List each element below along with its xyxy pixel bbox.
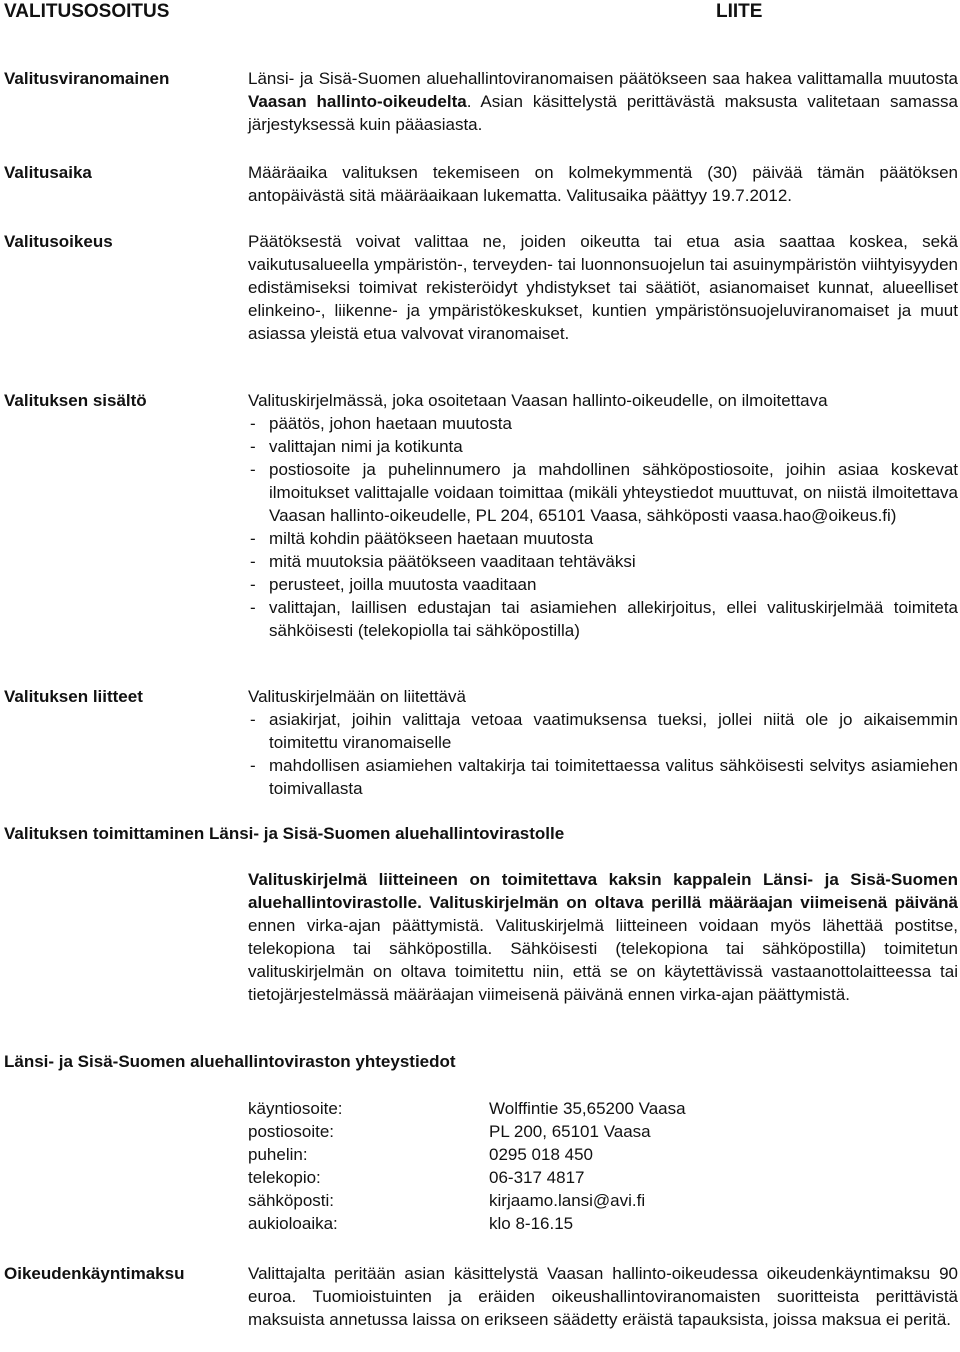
contact-value: 0295 018 450 [489, 1145, 593, 1164]
contact-email: kirjaamo.lansi@avi.fi [489, 1191, 646, 1210]
contact-value: 06-317 4817 [489, 1168, 585, 1187]
text-toimittaminen [248, 868, 958, 1006]
text-valitusaika: Määräaika valituksen tekemiseen on kolmekymmentä (30) päivää tämän päätöksen antopäivästä sitä määräaikaan lukematta. Valitusaika päättyy 19.7.2012. [248, 163, 958, 205]
list-item: - valittajan nimi ja kotikunta [248, 435, 958, 458]
contact-key: sähköposti: [248, 1191, 334, 1210]
valitusviranomainen-post: . Asian käsittelystä perittävästä maksusta valitetaan samassa järjestyksessä kuin pääasiasta. [248, 92, 958, 134]
valitusviranomainen-court: Vaasan hallinto-oikeudelta [248, 92, 467, 111]
label-valituksen-sisalto: Valituksen sisältö [4, 391, 147, 410]
sisalto-list [248, 412, 958, 642]
label-valitusviranomainen: Valitusviranomainen [4, 69, 170, 88]
contact-row [248, 1166, 686, 1189]
list-item: - mahdollisen asiamiehen valtakirja tai toimitettaessa valitus sähköisesti selvitys asiamiehen toimivallasta [248, 754, 958, 800]
valitusviranomainen-pre: Länsi- ja Sisä-Suomen aluehallintoviranomaisen päätökseen saa hakea valittamalla muutosta [248, 69, 958, 88]
contact-value: Wolffintie 35,65200 Vaasa [489, 1099, 686, 1118]
list-item: - miltä kohdin päätökseen haetaan muutosta [248, 527, 958, 550]
section-title-yhteystiedot: Länsi- ja Sisä-Suomen aluehallintoviraston yhteystiedot [4, 1052, 456, 1071]
contact-row [248, 1120, 686, 1143]
contact-key: puhelin: [248, 1145, 308, 1164]
contact-key: telekopio: [248, 1168, 321, 1187]
contact-row [248, 1143, 686, 1166]
contact-row [248, 1212, 686, 1235]
text-valitusviranomainen [248, 67, 958, 136]
toimittaminen-bold: Valituskirjelmä liitteineen on toimitettava kaksin kappalein Länsi- ja Sisä-Suomen aluehallintovirastolle. Valituskirjelmän on oltava perillä määräajan viimeisenä päivänä [248, 870, 958, 912]
contact-row [248, 1189, 686, 1212]
list-item: - valittajan, laillisen edustajan tai asiamiehen allekirjoitus, ellei valituskirjelmää toimiteta sähköisesti (telekopiolla tai sähköpostilla) [248, 596, 958, 642]
list-item: - perusteet, joilla muutosta vaaditaan [248, 573, 958, 596]
contact-key: postiosoite: [248, 1122, 334, 1141]
attachment-label: LIITE [716, 1, 763, 22]
section-title-toimittaminen: Valituksen toimittaminen Länsi- ja Sisä-Suomen aluehallintovirastolle [4, 824, 565, 843]
toimittaminen-rest: ennen virka-ajan päättymistä. Valituskirjelmä liitteineen voidaan myös lähettää postitse, telekopiona tai sähköpostilla. Sähköisesti (telekopiona tai sähköpostilla) toimitetun valituskirjelmän on oltava toimitettu niin, että se on käytettävissä vastaanottolaitteessa tai tietojärjestelmässä määräajan viimeisenä päivänä ennen virka-ajan päättymistä. [248, 916, 958, 1004]
sisalto-intro: Valituskirjelmässä, joka osoitetaan Vaasan hallinto-oikeudelle, on ilmoitettava [248, 391, 828, 410]
document-title: VALITUSOSOITUS [4, 1, 170, 22]
contact-key: aukioloaika: [248, 1214, 338, 1233]
contact-row [248, 1097, 686, 1120]
contact-table [248, 1097, 686, 1235]
label-valitusoikeus: Valitusoikeus [4, 232, 113, 251]
liitteet-intro: Valituskirjelmään on liitettävä [248, 687, 466, 706]
contact-key: käyntiosoite: [248, 1099, 343, 1118]
text-valitusoikeus: Päätöksestä voivat valittaa ne, joiden oikeutta tai etua asia saattaa koskea, sekä vaikutusalueella ympäristön-, terveyden- tai luonnonsuojelun tai asuinympäristön viihtyisyyden edistämiseksi toimivat rekisteröidyt yhdistykset tai säätiöt, asianomaiset kunnat, alueelliset elinkeino-, liikenne- ja ympäristökeskukset, kuntien ympäristönsuojeluviranomaiset ja muut asiassa yleistä etua valvovat viranomaiset. [248, 232, 958, 343]
contact-value: klo 8-16.15 [489, 1214, 574, 1233]
list-item: - asiakirjat, joihin valittaja vetoaa vaatimuksensa tueksi, jollei niitä ole jo aikaisemmin toimitettu viranomaiselle [248, 708, 958, 754]
list-item: - postiosoite ja puhelinnumero ja mahdollinen sähköpostiosoite, joihin asiaa koskevat ilmoitukset valittajalle voidaan toimittaa (mikäli yhteystiedot muuttuvat, on niistä ilmoitettava Vaasan hallinto-oikeudelle, PL 204, 65101 Vaasa, sähköposti vaasa.hao@oikeus.fi) [248, 458, 958, 527]
list-item: - mitä muutoksia päätökseen vaaditaan tehtäväksi [248, 550, 958, 573]
liitteet-list [248, 708, 958, 800]
section-valituksen-sisalto [248, 389, 958, 642]
list-item: - päätös, johon haetaan muutosta [248, 412, 958, 435]
label-oikeudenkayntimaksu: Oikeudenkäyntimaksu [4, 1264, 185, 1283]
text-oikeudenkayntimaksu: Valittajalta peritään asian käsittelystä Vaasan hallinto-oikeudessa oikeudenkäyntimaksu 90 euroa. Tuomioistuinten ja eräiden oikeushallintoviranomaisten suoritteista perittävistä maksuista annetussa laissa on erikseen säädetty eräistä tapauksista, joissa maksua ei peritä. [248, 1264, 958, 1329]
label-valitusaika: Valitusaika [4, 163, 92, 182]
label-valituksen-liitteet: Valituksen liitteet [4, 687, 143, 706]
contact-value: PL 200, 65101 Vaasa [489, 1122, 651, 1141]
section-valituksen-liitteet [248, 685, 958, 800]
